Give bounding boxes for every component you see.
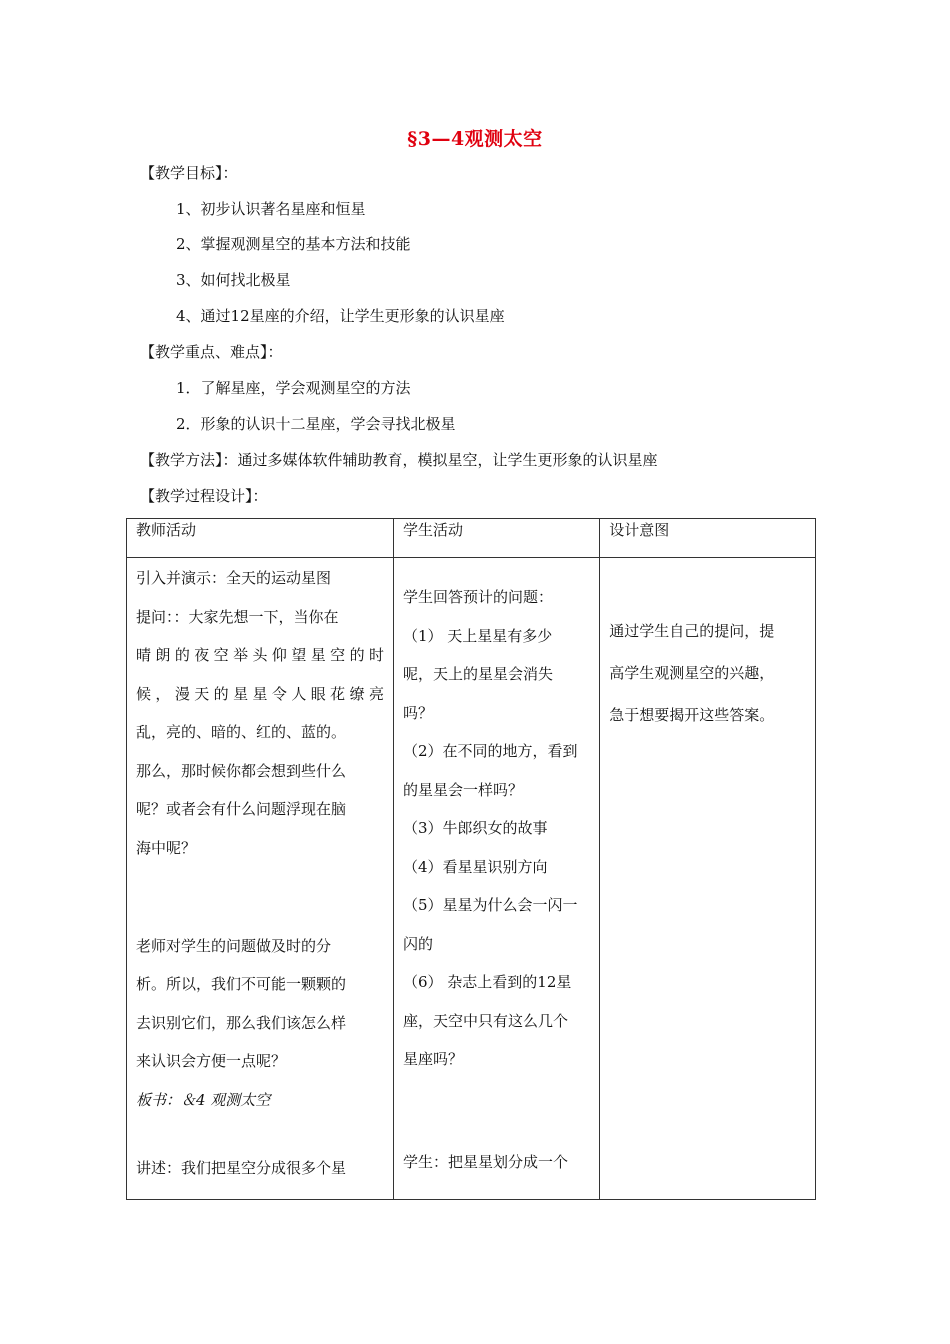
student-line: （1） 天上星星有多少 (403, 626, 553, 645)
student-line: （2）在不同的地方，看到 (403, 742, 578, 760)
student-line: （6） 杂志上看到的12星 (403, 973, 572, 991)
objective-item: 1、初步认识著名星座和恒星 (176, 200, 366, 218)
header-design-intent: 设计意图 (600, 519, 816, 558)
process-table (126, 518, 816, 1200)
header-student-activity: 学生活动 (394, 519, 600, 558)
intent-line: 高学生观测星空的兴趣， (609, 664, 775, 682)
teacher-line: 候，漫天的星星令人眼花缭亮 (136, 684, 384, 703)
teacher-line: 引入并演示：全天的运动星图 (136, 569, 332, 587)
student-line: 星座吗？ (403, 1050, 464, 1068)
table-row (127, 558, 816, 1200)
teacher-line: 海中呢？ (136, 838, 197, 857)
blackboard-note: 板书：＆4 观测太空 (136, 1090, 271, 1109)
teacher-line: 来认识会方便一点呢？ (136, 1052, 287, 1070)
student-line: （4）看星星识别方向 (403, 857, 548, 876)
teacher-line: 老师对学生的问题做及时的分 (136, 936, 332, 955)
student-line: 吗？ (403, 703, 434, 722)
student-line: 闪的 (403, 934, 434, 953)
teacher-activity-cell (127, 558, 394, 1200)
key-points-heading: 【教学重点、难点】： (140, 343, 283, 361)
intent-line: 急于想要揭开这些答案。 (609, 706, 775, 724)
student-line: 的星星会一样吗？ (403, 780, 524, 799)
teacher-line: 晴朗的夜空举头仰望星空的时 (136, 646, 384, 664)
page-title: §3—4观测太空 (407, 128, 543, 150)
student-line: 学生回答预计的问题： (403, 588, 554, 606)
table-header-row (127, 519, 816, 558)
intent-line: 通过学生自己的提问，提 (609, 622, 775, 640)
teacher-line: 去识别它们，那么我们该怎么样 (136, 1013, 347, 1032)
objective-item: 2、掌握观测星空的基本方法和技能 (176, 235, 411, 253)
objective-item: 3、如何找北极星 (176, 271, 291, 289)
student-line: （3）牛郎织女的故事 (403, 819, 548, 837)
objective-item: 4、通过12星座的介绍，让学生更形象的认识星座 (176, 307, 505, 325)
process-heading: 【教学过程设计】： (140, 487, 268, 505)
teacher-line: 那么，那时候你都会想到些什么 (136, 761, 347, 780)
teacher-line: 呢？或者会有什么问题浮现在脑 (136, 800, 347, 818)
objectives-heading: 【教学目标】： (140, 164, 238, 182)
student-line: （5）星星为什么会一闪一 (403, 896, 578, 914)
design-intent-cell (600, 558, 816, 1200)
key-point-item: 1．了解星座，学会观测星空的方法 (176, 379, 411, 397)
teacher-line: 乱，亮的、暗的、红的、蓝的。 (136, 723, 347, 741)
key-point-item: 2．形象的认识十二星座，学会寻找北极星 (176, 415, 456, 433)
teacher-line: 提问：：大家先想一下，当你在 (136, 607, 339, 626)
student-line: 学生：把星星划分成一个 (403, 1153, 569, 1171)
student-line: 座，天空中只有这么几个 (403, 1011, 569, 1030)
student-activity-cell (394, 558, 600, 1200)
header-teacher-activity: 教师活动 (127, 519, 394, 558)
teacher-line: 析。所以，我们不可能一颗颗的 (136, 975, 347, 993)
teacher-line: 讲述：我们把星空分成很多个星 (136, 1159, 347, 1177)
student-line: 呢，天上的星星会消失 (403, 665, 554, 683)
method-line: 【教学方法】：通过多媒体软件辅助教育，模拟星空，让学生更形象的认识星座 (140, 451, 658, 469)
